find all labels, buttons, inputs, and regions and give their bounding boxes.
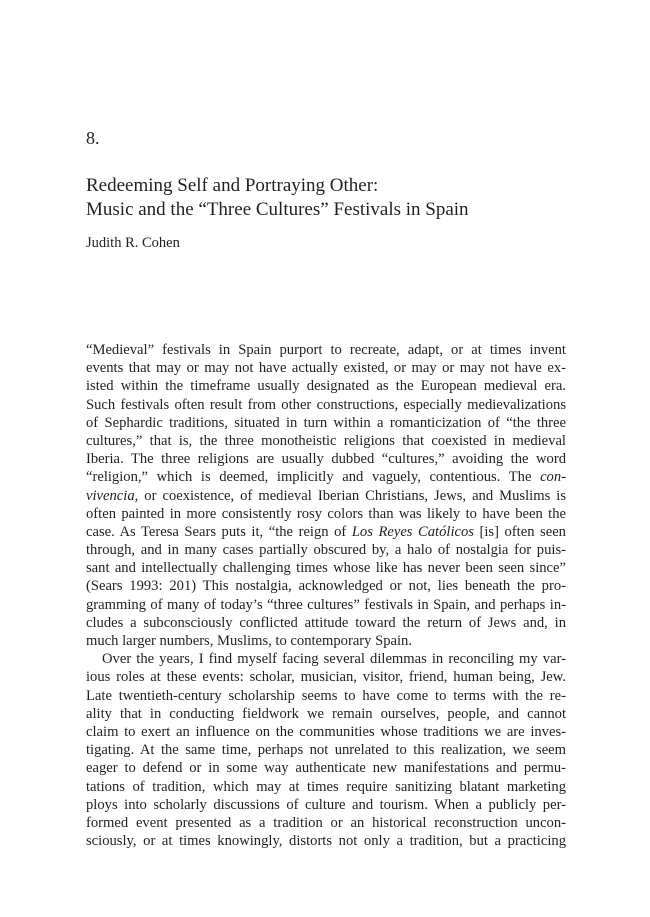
text-line: eager to defend or in some way authenticate new manifestations and permu-: [86, 760, 566, 777]
text-line: (Sears 1993: 201) This nostalgia, acknowledged or not, lies beneath the pro-: [86, 578, 566, 595]
text-line: tations of tradition, which may at times require sanitizing blatant marketing: [86, 778, 566, 795]
text-run: “religion,” which is deemed, implicitly and vaguely, contentious. The: [86, 469, 541, 486]
text-line: cludes a subconsciously conflicted attitude toward the return of Jews and, in: [86, 614, 566, 631]
text-line: sciously, or at times knowingly, distorts not only a tradition, but a practicing: [86, 833, 566, 850]
paragraph-2: [86, 650, 566, 850]
text-line: Iberia. The three religions are usually dubbed “cultures,” avoiding the word: [86, 451, 566, 468]
body-text: [86, 341, 566, 850]
text-line: Such festivals often result from other constructions, especially medievalizations: [86, 396, 566, 413]
text-line: Over the years, I find myself facing several dilemmas in reconciling my var-: [102, 651, 566, 668]
chapter-title-line-2: Music and the “Three Cultures” Festivals in Spain: [86, 199, 469, 220]
chapter-number: 8.: [86, 128, 100, 148]
text-run: , or coexistence, of medieval Iberian Christians, Jews, and Muslims is: [134, 487, 566, 504]
text-line: ploys into scholarly discussions of culture and tourism. When a publicly per-: [86, 796, 566, 813]
text-line: gramming of many of today’s “three cultures” festivals in Spain, and perhaps in-: [86, 596, 566, 613]
text-line: cultures,” that is, the three monotheistic religions that coexisted in medieval: [86, 432, 566, 449]
text-line: isted within the timeframe usually designated as the European medieval era.: [86, 378, 566, 395]
italic-term: vivencia: [86, 487, 135, 504]
author-name: Judith R. Cohen: [86, 235, 180, 251]
text-line: much larger numbers, Muslims, to contemporary Spain.: [86, 633, 413, 649]
italic-term: con-: [540, 469, 566, 486]
text-line: sant and intellectually challenging times whose like has never been seen since”: [86, 560, 566, 577]
paragraph-1: [86, 341, 566, 650]
text-line: ality that in conducting fieldwork we remain ourselves, people, and cannot: [86, 705, 566, 722]
chapter-title-line-1: Redeeming Self and Portraying Other:: [86, 175, 379, 196]
text-line: through, and in many cases partially obscured by, a halo of nostalgia for puis-: [86, 542, 566, 559]
italic-title: Los Reyes Católicos: [351, 523, 474, 540]
text-line: [86, 468, 566, 486]
text-line: often painted in more consistently rosy colors than was likely to have been the: [86, 505, 566, 522]
text-line: of Sephardic traditions, situated in turn within a romanticization of “the three: [86, 414, 566, 431]
text-line: ious roles at these events: scholar, musician, visitor, friend, human being, Jew.: [86, 669, 566, 686]
chapter-title: [86, 174, 566, 222]
text-line: formed event presented as a tradition or an historical reconstruction uncon-: [86, 814, 566, 831]
text-line: Late twentieth-century scholarship seems to have come to terms with the re-: [86, 687, 566, 704]
text-line: tigating. At the same time, perhaps not unrelated to this realization, we seem: [86, 742, 566, 759]
text-line: [86, 487, 566, 505]
text-run: [is] often seen: [473, 523, 566, 540]
text-line: [86, 523, 566, 541]
text-run: case. As Teresa Sears puts it, “the reign of: [86, 523, 352, 540]
text-line: events that may or may not have actually existed, or may or may not have ex-: [86, 360, 566, 377]
text-line: claim to exert an influence on the communities whose traditions we are inves-: [86, 723, 566, 740]
text-line: “Medieval” festivals in Spain purport to recreate, adapt, or at times invent: [86, 342, 566, 358]
